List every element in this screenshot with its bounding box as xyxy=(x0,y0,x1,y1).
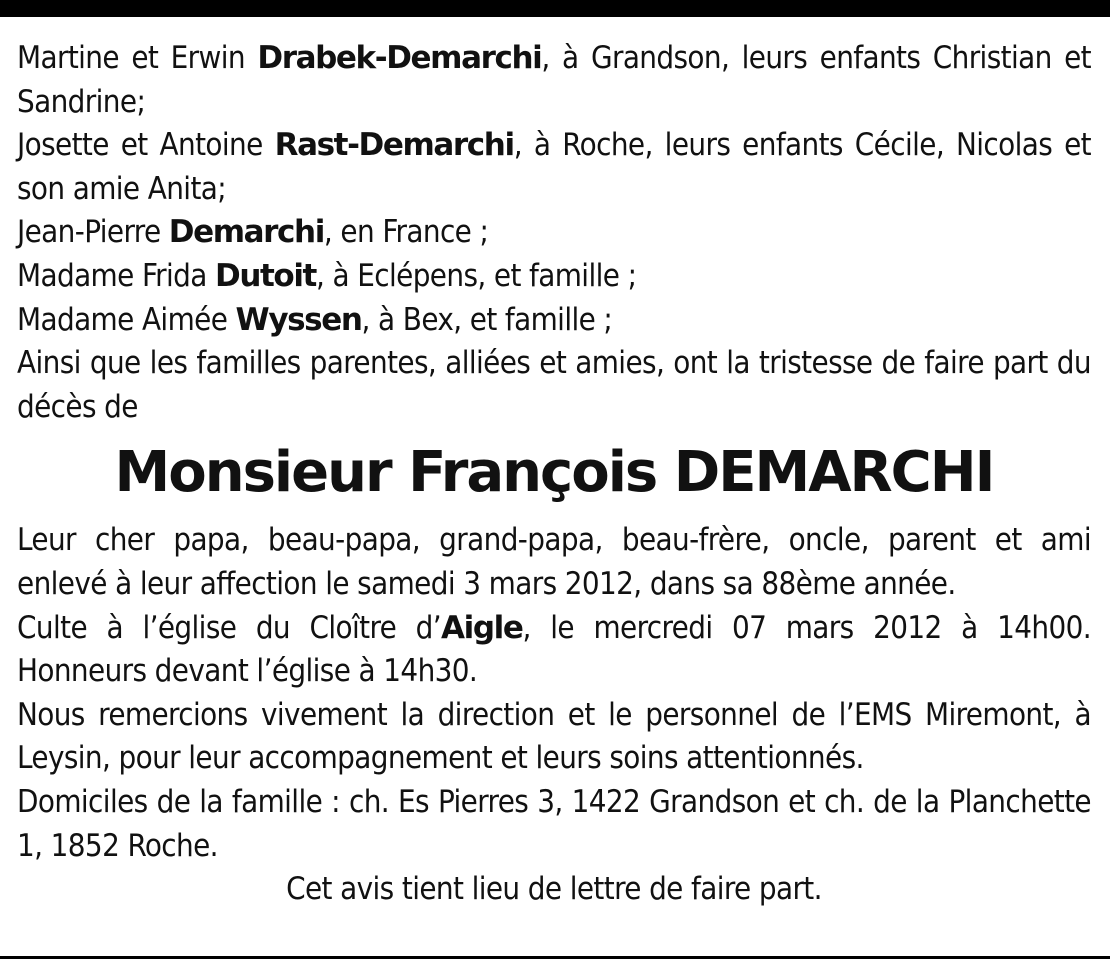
domiciles-paragraph: Domiciles de la famille : ch. Es Pierres 3, 1422 Grandson et ch. de la Planchette 1, 1852 Roche. xyxy=(17,783,1091,864)
obituary-notice xyxy=(17,37,1091,912)
family-entry-prefix: Madame Aimée xyxy=(17,301,236,338)
family-entry xyxy=(17,211,1091,255)
family-entry-prefix: Jean-Pierre xyxy=(17,214,169,251)
family-entry xyxy=(17,299,1091,343)
family-entry xyxy=(17,37,1091,124)
family-entry-prefix: Madame Frida xyxy=(17,257,215,294)
family-entry xyxy=(17,124,1091,211)
service-text-suffix: , le mercredi 07 mars 2012 à 14h00. Honneurs devant l’église à 14h30. xyxy=(17,609,1091,690)
service-text-prefix: Culte à l’église du Cloître d’ xyxy=(17,609,442,646)
deceased-name: Monsieur François DEMARCHI xyxy=(114,440,994,506)
thanks-paragraph: Nous remercions vivement la direction et le personnel de l’EMS Miremont, à Leysin, pour leur accompagnement et leurs soins attentionnés. xyxy=(17,696,1091,777)
body-paragraph: Leur cher papa, beau-papa, grand-papa, beau-frère, oncle, parent et ami enlevé à leur affection le samedi 3 mars 2012, dans sa 88ème année. xyxy=(17,522,1091,602)
family-entry-suffix: , en France ; xyxy=(323,214,489,251)
family-name: Drabek-Demarchi xyxy=(257,40,542,76)
intro-text: Ainsi que les familles parentes, alliées et amies, ont la tristesse de faire part du décès de xyxy=(17,345,1091,425)
service-paragraph xyxy=(17,607,1091,694)
family-name: Dutoit xyxy=(215,257,316,294)
service-place: Aigle xyxy=(441,609,523,646)
family-name: Wyssen xyxy=(235,301,362,338)
bottom-rule xyxy=(0,956,1110,959)
family-name: Rast-Demarchi xyxy=(274,127,514,164)
family-entry-prefix: Josette et Antoine xyxy=(17,127,275,164)
family-entry-suffix: , à Roche, leurs enfants Cécile, Nicolas et son amie Anita; xyxy=(17,127,1092,207)
family-name: Demarchi xyxy=(168,214,324,251)
family-entry-suffix: , à Grandson, leurs enfants Christian et Sandrine; xyxy=(17,40,1091,120)
top-rule xyxy=(0,0,1110,17)
family-entry-prefix: Martine et Erwin xyxy=(17,40,258,76)
closing-line: Cet avis tient lieu de lettre de faire part. xyxy=(286,871,822,908)
family-entry-suffix: , à Bex, et famille ; xyxy=(361,301,613,338)
family-entry-suffix: , à Eclépens, et famille ; xyxy=(315,257,637,294)
family-entry xyxy=(17,255,1091,299)
